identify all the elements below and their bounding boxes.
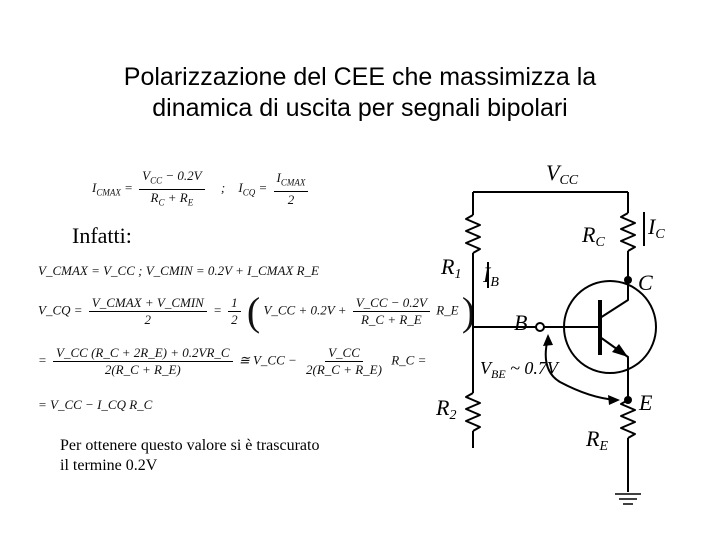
rc-main: R bbox=[582, 222, 596, 247]
node-b-dot bbox=[536, 323, 544, 331]
r1-label bbox=[441, 254, 461, 283]
eq-row2-frac2-num: 1 bbox=[228, 295, 241, 312]
eq-icmax-den-sub1: C bbox=[158, 197, 165, 208]
vbe-sub: BE bbox=[491, 367, 506, 381]
eq-row2-frac1-den: 2 bbox=[144, 312, 152, 327]
title-line-2: dinamica di uscita per segnali bipolari bbox=[152, 94, 568, 122]
re-main: R bbox=[586, 426, 600, 451]
eq-row2-equals: = bbox=[213, 302, 222, 318]
eq-icq-denominator: 2 bbox=[287, 191, 295, 207]
eq-row2-open-paren: ( bbox=[246, 289, 261, 334]
r2-label bbox=[436, 395, 456, 424]
ground-icon bbox=[615, 494, 641, 504]
node-c-dot bbox=[624, 276, 632, 284]
eq-row2-inner-den: R_C + R_E bbox=[360, 312, 422, 327]
emitter-label: E bbox=[639, 390, 653, 415]
r1-resistor bbox=[466, 215, 480, 253]
vbe-arrowhead-top-icon bbox=[543, 334, 553, 346]
rc-resistor bbox=[621, 213, 635, 251]
re-label bbox=[586, 426, 608, 455]
eq-row3-frac2-den: 2(R_C + R_E) bbox=[306, 362, 382, 377]
eq-row3-approx: ≅ V_CC − bbox=[238, 352, 297, 368]
eq-row3-frac1-num: V_CC (R_C + 2R_E) + 0.2VR_C bbox=[53, 345, 233, 362]
eq-row2-close-paren: ) bbox=[461, 289, 476, 334]
equation-icmax-icq: $I_{CMAX}$ = $\frac{V_{CC} - 0.2V}{R_C + R_E}$ ; $I_{CQ}$ = $\frac{I_{CMAX}}{2}$ bbox=[92, 168, 311, 210]
eq-icq-num-sub: CMAX bbox=[280, 177, 306, 188]
vcc-main: V bbox=[546, 160, 560, 185]
eq-row3-lhs: = bbox=[38, 352, 47, 368]
r1-sub: 1 bbox=[454, 267, 462, 282]
re-resistor bbox=[621, 400, 635, 438]
ib-label bbox=[483, 262, 499, 291]
title-line-1: Polarizzazione del CEE che massimizza la bbox=[123, 63, 597, 91]
emitter-wire bbox=[600, 337, 628, 400]
equation-row-1: V_CMAX = V_CC ; V_CMIN = 0.2V + I_CMAX R_E bbox=[38, 263, 319, 278]
eq-icmax-num-sub: CC bbox=[150, 175, 163, 186]
ic-sub: C bbox=[655, 227, 665, 242]
equation-row-4: = V_CC − I_CQ R_C bbox=[38, 397, 153, 412]
rc-label bbox=[582, 222, 605, 251]
r2-main: R bbox=[436, 395, 450, 420]
eq-row3-frac1-den: 2(R_C + R_E) bbox=[104, 362, 181, 377]
vcc-sub: CC bbox=[559, 173, 579, 188]
ib-sub: B bbox=[490, 275, 499, 290]
eq-row2-frac1-num: V_CMAX + V_CMIN bbox=[89, 295, 207, 312]
ic-label bbox=[648, 214, 665, 243]
eq-icq-num-i: I bbox=[276, 170, 281, 186]
collector-wire bbox=[600, 251, 628, 318]
eq-row2-inner-num: V_CC − 0.2V bbox=[353, 295, 430, 312]
r2-sub: 2 bbox=[449, 408, 457, 423]
vbe-main: V bbox=[480, 358, 491, 378]
infatti-label: Infatti: bbox=[72, 223, 132, 248]
ic-main: I bbox=[648, 214, 656, 239]
eq-row2-inner2: R_E bbox=[436, 302, 459, 318]
eq-icmax-den-plus: + R bbox=[164, 189, 188, 205]
r2-resistor bbox=[466, 393, 480, 431]
eq-icq-lhs-sub: CQ bbox=[242, 187, 256, 198]
collector-label: C bbox=[638, 270, 653, 295]
eq-icmax-den-sub2: E bbox=[187, 197, 194, 208]
vbe-rest: ~ 0.7V bbox=[505, 358, 558, 378]
vbe-arrowhead-bottom-icon bbox=[608, 395, 620, 405]
eq-separator: ; bbox=[220, 180, 226, 196]
eq-row2-lhs: V_CQ = bbox=[38, 302, 83, 318]
eq-row3-tail: R_C = bbox=[391, 352, 427, 368]
eq-row3-frac2-num: V_CC bbox=[325, 345, 363, 362]
vcc-label bbox=[546, 160, 578, 189]
eq-row2-frac2-den: 2 bbox=[231, 312, 238, 327]
base-label: B bbox=[514, 310, 528, 335]
r1-main: R bbox=[441, 254, 455, 279]
eq-icmax-num-v: V bbox=[142, 168, 151, 183]
emitter-arrow-icon bbox=[612, 344, 628, 357]
re-sub: E bbox=[599, 439, 609, 454]
vbe-label bbox=[480, 358, 558, 382]
footnote-line-2: il termine 0.2V bbox=[60, 457, 158, 474]
eq-row2-inner1: V_CC + 0.2V + bbox=[263, 302, 347, 318]
eq-icmax-lhs-sub: CMAX bbox=[96, 187, 121, 198]
footnote-line-1: Per ottenere questo valore si è trascurato bbox=[60, 437, 320, 454]
eq-icq-lhs: I bbox=[238, 180, 243, 196]
eq-icmax-den-r: R bbox=[150, 189, 159, 205]
eq-icmax-lhs: I bbox=[92, 180, 97, 196]
ib-main: I bbox=[483, 262, 491, 287]
rc-sub: C bbox=[595, 235, 605, 250]
node-e-dot bbox=[624, 396, 632, 404]
eq-icmax-num-rest: − 0.2V bbox=[162, 168, 202, 183]
